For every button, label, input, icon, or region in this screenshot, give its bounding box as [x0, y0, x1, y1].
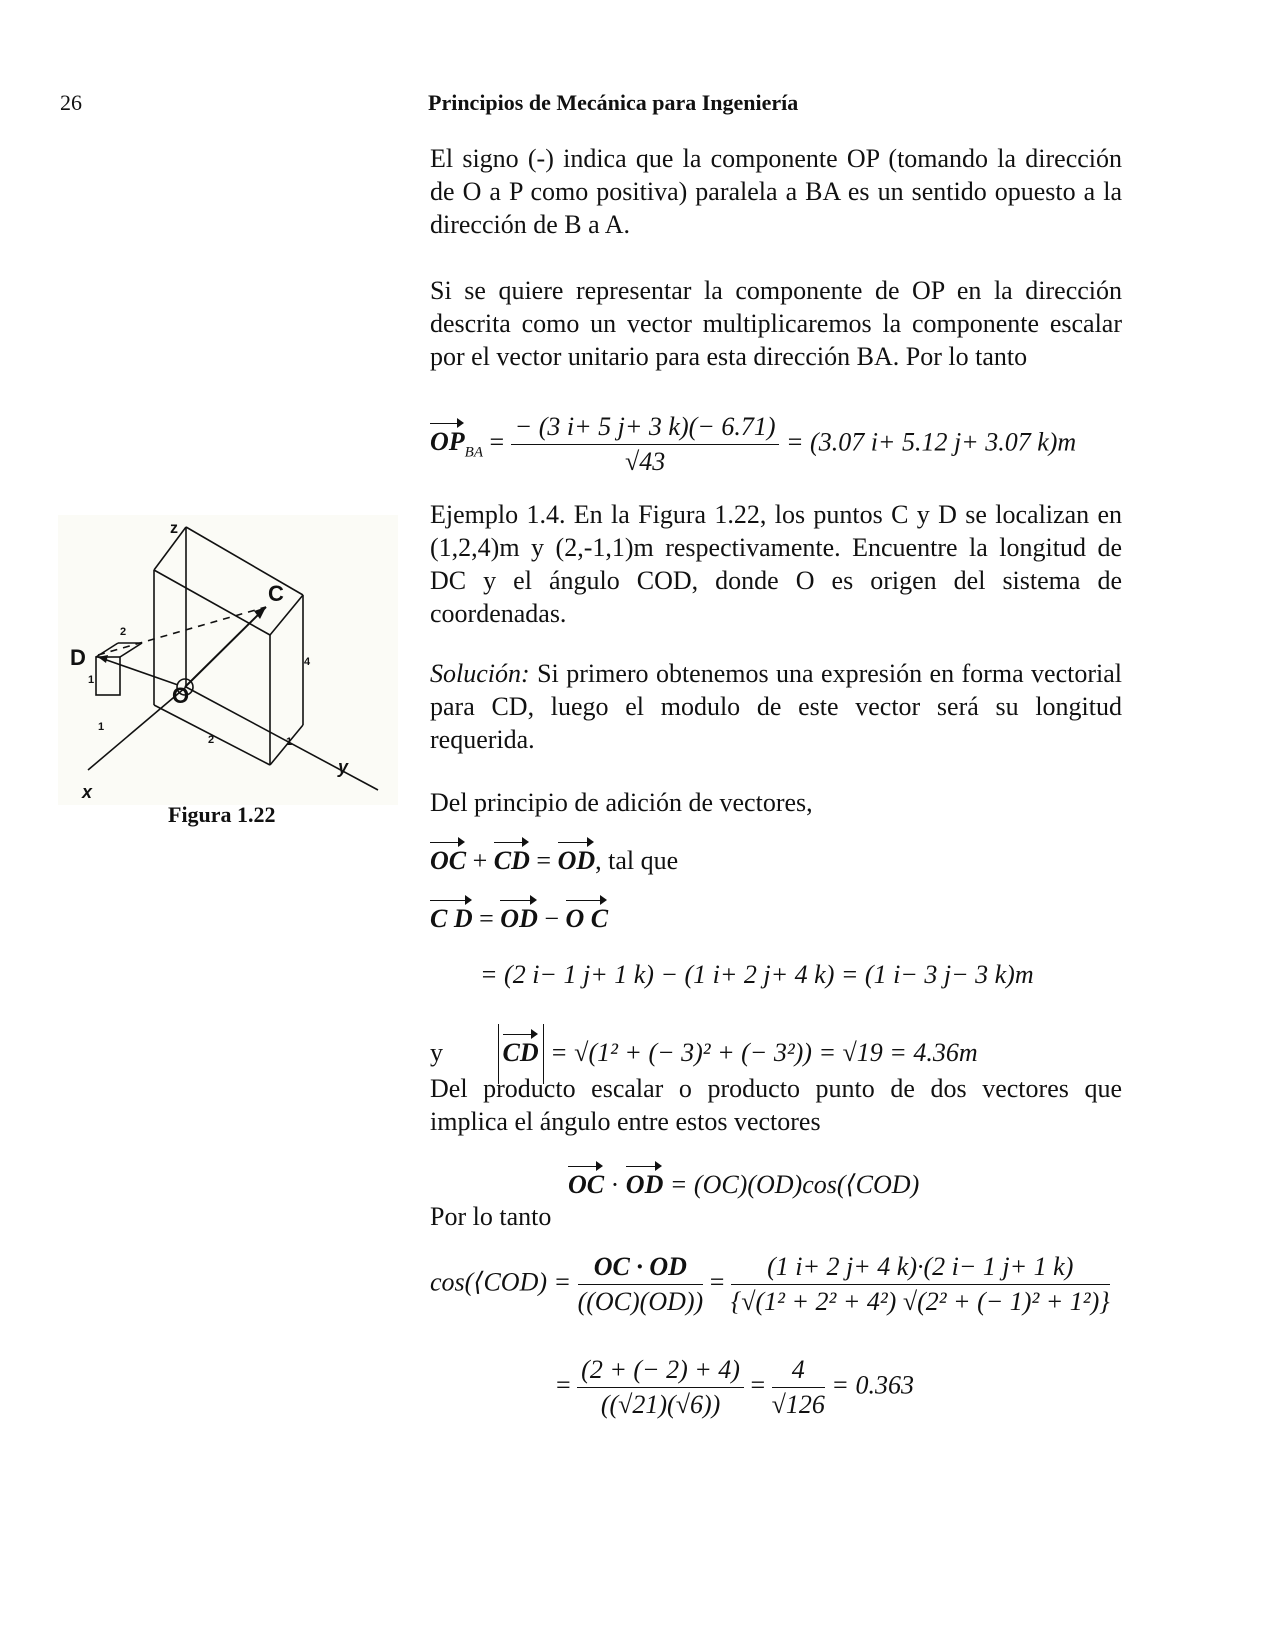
vector-od: OD — [557, 846, 596, 875]
point-label-o: O — [172, 683, 190, 708]
equation-cd-difference: C D = OD − O C — [430, 904, 609, 933]
cos-final-result: = 0.363 — [831, 1370, 914, 1400]
vector-cd-lhs: C D — [430, 904, 473, 933]
magnitude-result: = √(1² + (− 3)² + (− 3²)) = √19 = 4.36m — [550, 1038, 978, 1067]
fraction-cos-2-den: {√(1² + 2² + 4²) √(2² + (− 1)² + 1²)} — [730, 1287, 1110, 1316]
paragraph-vector-addition: Del principio de adición de vectores, — [430, 788, 813, 817]
fraction-result-2-num: 4 — [772, 1355, 825, 1388]
dim-label-4: 4 — [304, 656, 311, 668]
fraction-result-1-den: ((√21)(√6)) — [600, 1390, 721, 1419]
paragraph-example-1-4: Ejemplo 1.4. En la Figura 1.22, los puntos C y D se localizan en (1,2,4)m y (2,-1,1)m respectivamente. Encuentre la longitud de DC y el ángulo COD, donde O es origen del sistema de coordenadas. — [430, 500, 1122, 628]
dot-product-rhs: = (OC)(OD)cos(⟨COD) — [669, 1170, 920, 1199]
page-number: 26 — [60, 90, 82, 115]
equation-dot-product: OC · OD = (OC)(OD)cos(⟨COD) — [568, 1170, 920, 1199]
fraction-cos-1-den: ((OC)(OD)) — [577, 1287, 704, 1316]
point-label-c: C — [268, 581, 284, 606]
dim-label-1b: 1 — [98, 721, 105, 733]
point-label-d: D — [70, 645, 86, 670]
subscript-ba: BA — [464, 444, 483, 461]
dim-label-2a: 2 — [120, 626, 127, 638]
equation-tail: , tal que — [595, 846, 679, 875]
paragraph-solution — [430, 657, 1122, 756]
fraction-op-ba — [511, 412, 780, 477]
vector-oc-dot: OC — [568, 1170, 605, 1199]
solution-label: Solución: — [430, 659, 530, 688]
axis-label-y: y — [338, 757, 349, 777]
fraction-cos-2-num: (1 i+ 2 j+ 4 k)·(2 i− 1 j+ 1 k) — [731, 1252, 1110, 1285]
cos-lhs: cos(⟨COD) = — [430, 1267, 572, 1297]
solution-text: Si primero obtenemos una expresión en forma vectorial para CD, luego el modulo de este vector será su longitud requerida. — [430, 659, 1122, 754]
vector-cd: CD — [493, 846, 530, 875]
fraction-cos-2 — [731, 1252, 1110, 1317]
dim-label-1a: 1 — [88, 674, 95, 686]
fraction-result-1 — [577, 1355, 744, 1420]
fraction-cos-1 — [578, 1252, 704, 1317]
equation-cos-result: = $\frac{(2 + (- 2) + 4)}{((√21)(√6))}$ = $\frac{4}{√126}$ = 0.363 — [556, 1355, 914, 1419]
equation-prefix-y: y — [430, 1038, 443, 1067]
paragraph-dot-product: Del producto escalar o producto punto de dos vectores que implica el ángulo entre estos vectores — [430, 1074, 1122, 1136]
running-header: Principios de Mecánica para Ingeniería — [428, 90, 799, 115]
vector-od-rhs: OD — [500, 904, 538, 933]
equation-result: = (3.07 i+ 5.12 j+ 3.07 k)m — [785, 427, 1077, 457]
paragraph-sign-note: El signo (-) indica que la componente OP (tomando la dirección de O a P como positiva) paralela a BA es un sentido opuesto a la dirección de B a A. — [430, 144, 1122, 239]
figure-1-22 — [58, 515, 398, 805]
coordinate-box-diagram — [58, 515, 398, 805]
axis-label-x: x — [82, 782, 93, 802]
paragraph-component: Si se quiere representar la componente de OP en la dirección descrita como un vector multiplicaremos la componente escalar por el vector unitario para esta dirección BA. Por lo tanto — [430, 276, 1122, 371]
vector-oc-rhs: O C — [565, 904, 609, 933]
fraction-result-2-den: √126 — [771, 1390, 825, 1419]
vector-od-dot: OD — [625, 1170, 664, 1199]
dim-label-2b: 2 — [208, 734, 215, 746]
fraction-cos-1-num: OC · OD — [578, 1252, 704, 1285]
fraction-denominator: √43 — [624, 447, 666, 476]
vector-oc: OC — [430, 846, 467, 875]
equation-vector-sum: OC + CD = OD, tal que — [430, 846, 679, 875]
paragraph-por-lo-tanto: Por lo tanto — [430, 1202, 552, 1231]
equation-op-ba: $OP_{BA}$ = $\frac{- (3 i+ 5 j+ 3 k)(- 6.71)}{√43}$ = (3.07 i+ 5.12 j+ 3.07 k)m — [430, 412, 1077, 476]
vector-op: OP — [430, 427, 465, 457]
equation-cd-components: = (2 i− 1 j+ 1 k) − (1 i+ 2 j+ 4 k) = (1 i− 3 j− 3 k)m — [480, 960, 1034, 989]
vector-cd-mag: CD — [502, 1038, 539, 1067]
fraction-result-2 — [772, 1355, 825, 1420]
figure-caption: Figura 1.22 — [168, 802, 276, 827]
fraction-numerator: − (3 i+ 5 j+ 3 k)(− 6.71) — [511, 412, 780, 445]
axis-label-z: z — [170, 520, 178, 537]
equation-cos-cod: cos(⟨COD) = $\frac{OC \cdot OD}{((OC)(OD))}$ = $\frac{(1 i+ 2 j+ 4 k)\cdot(2 i- 1 j+ 1 k)}{\text{\{√(1² + 2² + 4²) √(2² + (− 1)² + 1²)\}}}$ — [430, 1252, 1110, 1316]
fraction-result-1-num: (2 + (− 2) + 4) — [577, 1355, 744, 1388]
dim-label-1c: 1 — [286, 736, 293, 748]
